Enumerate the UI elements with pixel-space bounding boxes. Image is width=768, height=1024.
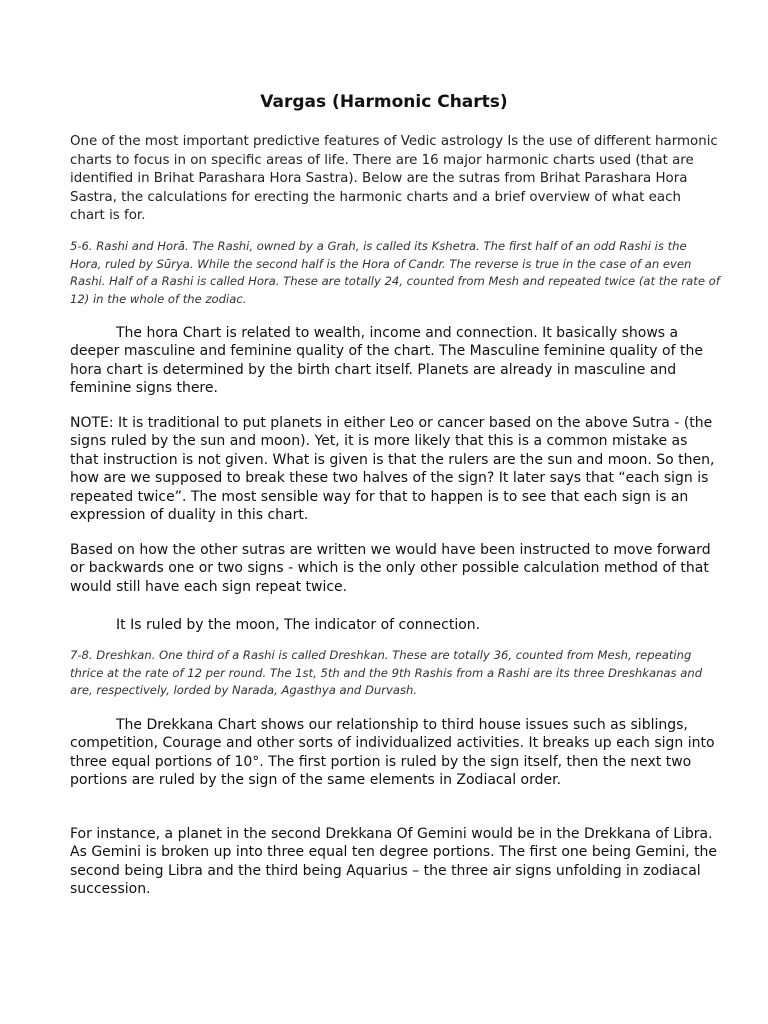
drekkana-chart-paragraph: The Drekkana Chart shows our relationship to third house issues such as siblings, competition, Courage and other sorts of individualized activities. It breaks up each sign into three equal portions of 10°. The first portion is ruled by the sign itself, then the next two portions are ruled by the sign of the same elements in Zodiacal order. <box>70 717 715 789</box>
note-paragraph: NOTE: It is traditional to put planets in either Leo or cancer based on the above Sutra - (the signs ruled by the sun and moon). Yet, it is more likely that this is a common mistake as that instruction is not given. What is given is that the rulers are the sun and moon. So then, how are we supposed to break these two halves of the sign? It later says that “each sign is repeated twice”. The most sensible way for that to happen is to see that each sign is an expression of duality in this chart. <box>70 415 715 524</box>
for-instance-paragraph: For instance, a planet in the second Drekkana Of Gemini would be in the Drekkana of Libra. As Gemini is broken up into three equal ten degree portions. The first one being Gemini, the second being Libra and the third being Aquarius – the three air signs unfolding in zodiacal succession. <box>70 826 718 898</box>
based-on-paragraph: Based on how the other sutras are written we would have been instructed to move forward or backwards one or two signs - which is the only other possible calculation method of that would still have each sign repeat twice. <box>70 542 711 595</box>
sutra-dreshkan-quote: 7-8. Dreshkan. One third of a Rashi is called Dreshkan. These are totally 36, counted from Mesh, repeating thrice at the rate of 12 per round. The 1st, 5th and the 9th Rashis from a Rashi are its three Dreshkanas and are, respectively, lorded by Narada, Agasthya and Durvash. <box>70 648 703 698</box>
ruled-by-moon-paragraph: It Is ruled by the moon, The indicator of connection. <box>116 617 481 633</box>
page-title: Vargas (Harmonic Charts) <box>260 92 508 112</box>
hora-chart-paragraph: The hora Chart is related to wealth, income and connection. It basically shows a deeper masculine and feminine quality of the chart. The Masculine feminine quality of the hora chart is determined by the birth chart itself. Planets are already in masculine and feminine signs there. <box>70 325 703 397</box>
intro-paragraph: One of the most important predictive features of Vedic astrology Is the use of different harmonic charts to focus in on specific areas of life. There are 16 major harmonic charts used (that are identified in Brihat Parashara Hora Sastra). Below are the sutras from Brihat Parashara Hora Sastra, the calculations for erecting the harmonic charts and a brief overview of what each chart is for. <box>70 134 718 224</box>
sutra-hora-quote: 5-6. Rashi and Horā. The Rashi, owned by a Grah, is called its Kshetra. The first half of an odd Rashi is the Hora, ruled by Sūrya. While the second half is the Hora of Candr. The reverse is true in the case of an even Rashi. Half of a Rashi is called Hora. These are totally 24, counted from Mesh and repeated twice (at the rate of 12) in the whole of the zodiac. <box>70 239 720 307</box>
